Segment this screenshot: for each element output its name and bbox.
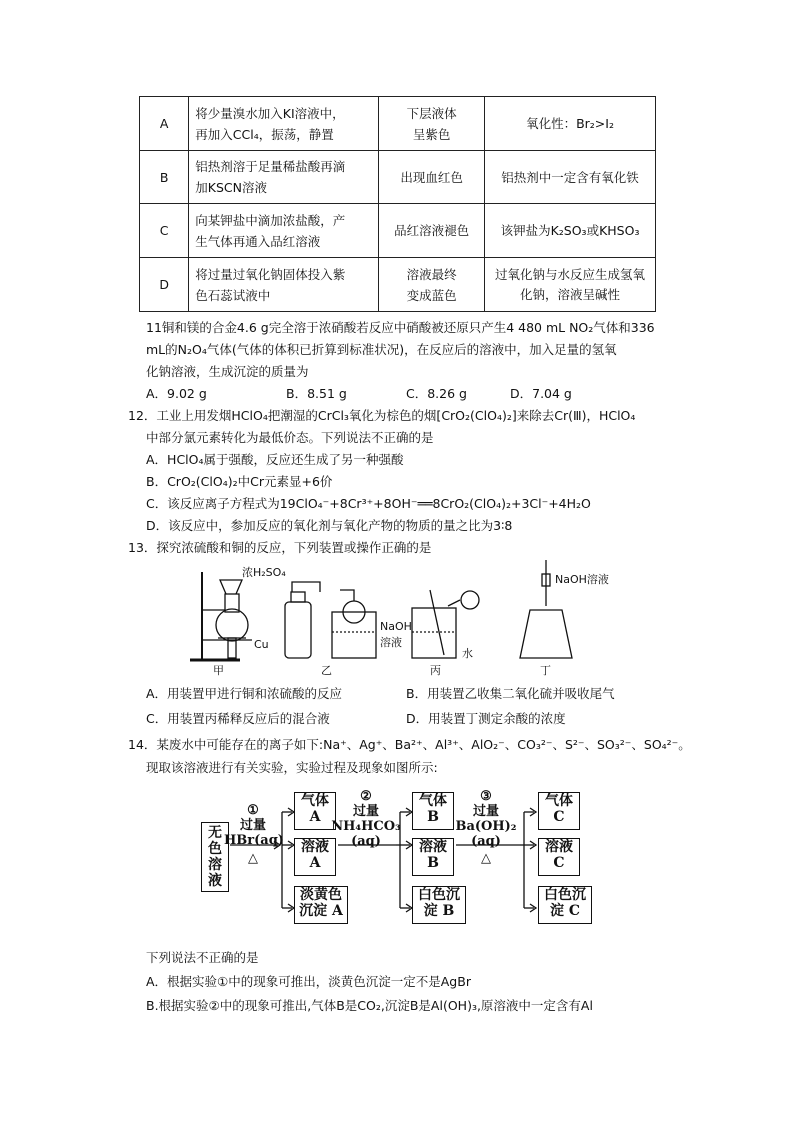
step1-number: ① (247, 803, 259, 818)
q14-option-b: B.根据实验②中的现象可推出,气体B是CO₂,沉淀B是Al(OH)₃,原溶液中一定含有Al (146, 998, 593, 1013)
q14-line2: 现取该溶液进行有关实验，实验过程及现象如图所示: (146, 760, 438, 775)
q11-option-c: C．8.26 g (406, 386, 467, 401)
phenomenon-cell: 溶液最终 变成蓝色 (379, 258, 485, 312)
precipitate-c-box: 白色沉 淀 C (538, 886, 592, 924)
q11-option-d: D．7.04 g (510, 386, 572, 401)
naoh-label-2: 溶液 (380, 636, 402, 649)
row-label: D (140, 258, 189, 312)
start-solution-box: 无 色 溶 液 (201, 822, 229, 892)
naoh-label-1: NaOH (380, 620, 412, 633)
step1-heat: △ (248, 851, 258, 866)
row-label: B (140, 151, 189, 204)
row-label: A (140, 97, 189, 151)
precipitate-b-box: 白色沉 淀 B (412, 886, 466, 924)
step2-reagent-3: (aq) (351, 834, 381, 849)
step3-heat: △ (481, 851, 491, 866)
q14-line1: 14．某废水中可能存在的离子如下:Na⁺、Ag⁺、Ba²⁺、Al³⁺、AlO₂⁻、CO₃²⁻、S²⁻、SO₃²⁻、SO₄²⁻。 (128, 737, 691, 752)
phenomenon-cell: 下层液体 呈紫色 (379, 97, 485, 151)
conclusion-cell: 过氧化钠与水反应生成氢氧化钠，溶液呈碱性 (485, 258, 656, 312)
table-row (140, 151, 656, 204)
step3-number: ③ (480, 789, 492, 804)
phenomenon-cell: 品红溶液褪色 (379, 204, 485, 258)
table-row (140, 97, 656, 151)
q12-option-c: C．该反应离子方程式为19ClO₄⁻+8Cr³⁺+8OH⁻══8CrO₂(ClO₄)₂+3Cl⁻+4H₂O (146, 496, 591, 511)
q13-option-d: D．用装置丁测定余酸的浓度 (406, 711, 566, 726)
label-ding: 丁 (540, 664, 551, 677)
step1-reagent-2: HBr(aq) (224, 833, 284, 848)
operation-cell: 向某钾盐中滴加浓盐酸，产 生气体再通入品红溶液 (189, 204, 379, 258)
operation-cell: 将过量过氧化钠固体投入紫 色石蕊试液中 (189, 258, 379, 312)
q11-line3: 化钠溶液，生成沉淀的质量为 (146, 364, 309, 379)
conclusion-cell: 氧化性：Br₂>I₂ (485, 97, 656, 151)
step2-reagent-1: 过量 (352, 804, 379, 819)
label-jia: 甲 (213, 664, 224, 677)
row-label: C (140, 204, 189, 258)
label-bing: 丙 (430, 664, 441, 677)
h2so4-label: 浓H₂SO₄ (242, 566, 286, 579)
solution-c-box: 溶液 C (538, 838, 580, 876)
precipitate-a-box: 淡黄色 沉淀 A (294, 886, 348, 924)
operation-cell: 将少量溴水加入KI溶液中， 再加入CCl₄，振荡，静置 (189, 97, 379, 151)
gas-c-box: 气体 C (538, 792, 580, 830)
solution-a-box: 溶液 A (294, 838, 336, 876)
gas-b-box: 气体 B (412, 792, 454, 830)
naoh-solution-label: NaOH溶液 (555, 573, 609, 586)
solution-b-box: 溶液 B (412, 838, 454, 876)
q12-option-d: D．该反应中，参加反应的氧化剂与氧化产物的物质的量之比为3∶8 (146, 518, 513, 533)
q13-option-c: C．用装置丙稀释反应后的混合液 (146, 711, 330, 726)
q13-option-a: A．用装置甲进行铜和浓硫酸的反应 (146, 686, 343, 701)
q14-ask: 下列说法不正确的是 (146, 950, 259, 965)
experiment-table (139, 96, 656, 312)
step2-reagent-2: NH₄HCO₃ (331, 819, 401, 834)
cu-label: Cu (254, 638, 269, 651)
q13-option-b: B．用装置乙收集二氧化硫并吸收尾气 (406, 686, 615, 701)
step2-number: ② (360, 789, 372, 804)
q12-line1: 12．工业上用发烟HClO₄把潮湿的CrCl₃氧化为棕色的烟[CrO₂(ClO₄)₂]来除去Cr(Ⅲ)，HClO₄ (128, 408, 636, 423)
q12-option-b: B．CrO₂(ClO₄)₂中Cr元素显+6价 (146, 474, 333, 489)
step3-reagent-1: 过量 (472, 804, 499, 819)
water-label: 水 (462, 647, 473, 660)
q12-line2: 中部分氯元素转化为最低价态。下列说法不正确的是 (146, 430, 434, 445)
gas-a-box: 气体 A (294, 792, 336, 830)
step1-reagent-1: 过量 (239, 818, 266, 833)
q14-option-a: A．根据实验①中的现象可推出，淡黄色沉淀一定不是AgBr (146, 974, 471, 989)
q11-option-b: B．8.51 g (286, 386, 347, 401)
step3-reagent-3: (aq) (471, 834, 501, 849)
conclusion-cell: 该钾盐为K₂SO₃或KHSO₃ (485, 204, 656, 258)
q11-option-a: A．9.02 g (146, 386, 207, 401)
q12-option-a: A．HClO₄属于强酸，反应还生成了另一种强酸 (146, 452, 404, 467)
phenomenon-cell: 出现血红色 (379, 151, 485, 204)
q11-line2: mL的N₂O₄气体(气体的体积已折算到标准状况)，在反应后的溶液中，加入足量的氢氧 (146, 342, 617, 357)
table-row (140, 258, 656, 312)
label-yi: 乙 (321, 664, 332, 677)
q13-stem: 13．探究浓硫酸和铜的反应，下列装置或操作正确的是 (128, 540, 432, 555)
q11-line1: 11铜和镁的合金4.6 g完全溶于浓硝酸若反应中硝酸被还原只产生4 480 mL NO₂气体和336 (146, 320, 655, 335)
table-row (140, 204, 656, 258)
conclusion-cell: 铝热剂中一定含有氧化铁 (485, 151, 656, 204)
step3-reagent-2: Ba(OH)₂ (455, 819, 517, 834)
operation-cell: 铝热剂溶于足量稀盐酸再滴 加KSCN溶液 (189, 151, 379, 204)
